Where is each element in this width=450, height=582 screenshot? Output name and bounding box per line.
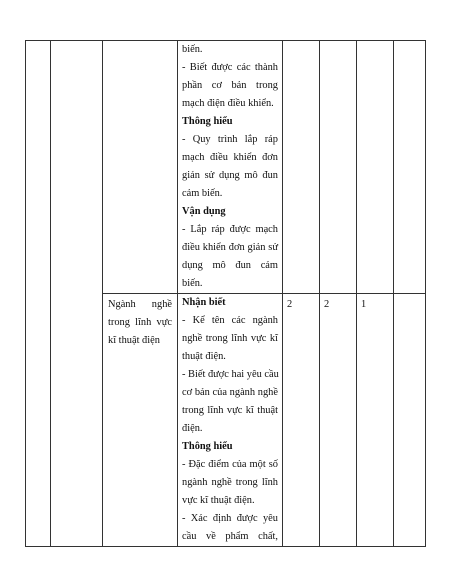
cell-level-1 <box>283 41 320 294</box>
text-line: - Xác định được yêu <box>182 513 278 524</box>
requirements-text <box>178 294 282 546</box>
text-line: ngành nghề trong lĩnh <box>182 477 278 488</box>
text-line: biến. <box>182 44 203 55</box>
cell-level-4 <box>394 294 426 547</box>
cell-level-4 <box>394 41 426 294</box>
section-heading: Thông hiểu <box>182 441 233 452</box>
text-line: cảm biến. <box>182 188 223 199</box>
text-line: dụng mô đun cảm <box>182 260 278 271</box>
text-line: trong lĩnh vực <box>108 317 172 328</box>
text-line: trong lĩnh vực kĩ thuật <box>182 405 278 416</box>
table-row <box>26 41 426 294</box>
section-heading: Nhận biết <box>182 297 226 308</box>
cell-chapter <box>51 41 103 547</box>
requirements-text <box>178 41 282 293</box>
text-line: mạch điều khiển đơn <box>182 152 278 163</box>
text-line: phần cơ bản trong <box>182 80 278 91</box>
count-value: 2 <box>287 299 293 310</box>
text-line: - Biết được hai yêu cầu <box>182 369 279 380</box>
cell-requirements <box>178 41 283 294</box>
count-value: 1 <box>361 299 367 310</box>
text-line: - Biết được các thành <box>182 62 278 73</box>
text-line: điện. <box>182 423 203 434</box>
cell-index <box>26 41 51 547</box>
text-line: cầu về phẩm chất, <box>182 531 278 542</box>
text-line: - Quy trình lắp ráp <box>182 134 278 145</box>
cell-level-1 <box>283 294 320 547</box>
text-line: vực kĩ thuật điện. <box>182 495 255 506</box>
text-line: thuật điện. <box>182 351 226 362</box>
cell-topic <box>103 294 178 547</box>
section-heading: Thông hiểu <box>182 116 233 127</box>
text-line: cơ bản của ngành nghề <box>182 387 278 398</box>
text-line: - Lắp ráp được mạch <box>182 224 278 235</box>
cell-level-3 <box>357 41 394 294</box>
cell-topic <box>103 41 178 294</box>
text-line: biến. <box>182 278 203 289</box>
text-line: mạch điện điều khiển. <box>182 98 274 109</box>
text-line: Ngành nghề <box>108 299 172 310</box>
text-line: nghề trong lĩnh vực kĩ <box>182 333 278 344</box>
cell-level-2 <box>320 41 357 294</box>
text-line: - Đặc điểm của một số <box>182 459 278 470</box>
text-line: kĩ thuật điện <box>108 335 160 346</box>
cell-level-2 <box>320 294 357 547</box>
matrix-table <box>25 40 426 547</box>
cell-requirements <box>178 294 283 547</box>
topic-text <box>103 294 177 350</box>
section-heading: Vận dụng <box>182 206 226 217</box>
count-value: 2 <box>324 299 330 310</box>
text-line: - Kể tên các ngành <box>182 315 278 326</box>
text-line: giản sử dụng mô đun <box>182 170 278 181</box>
cell-level-3 <box>357 294 394 547</box>
text-line: điều khiển đơn giản sử <box>182 242 278 253</box>
